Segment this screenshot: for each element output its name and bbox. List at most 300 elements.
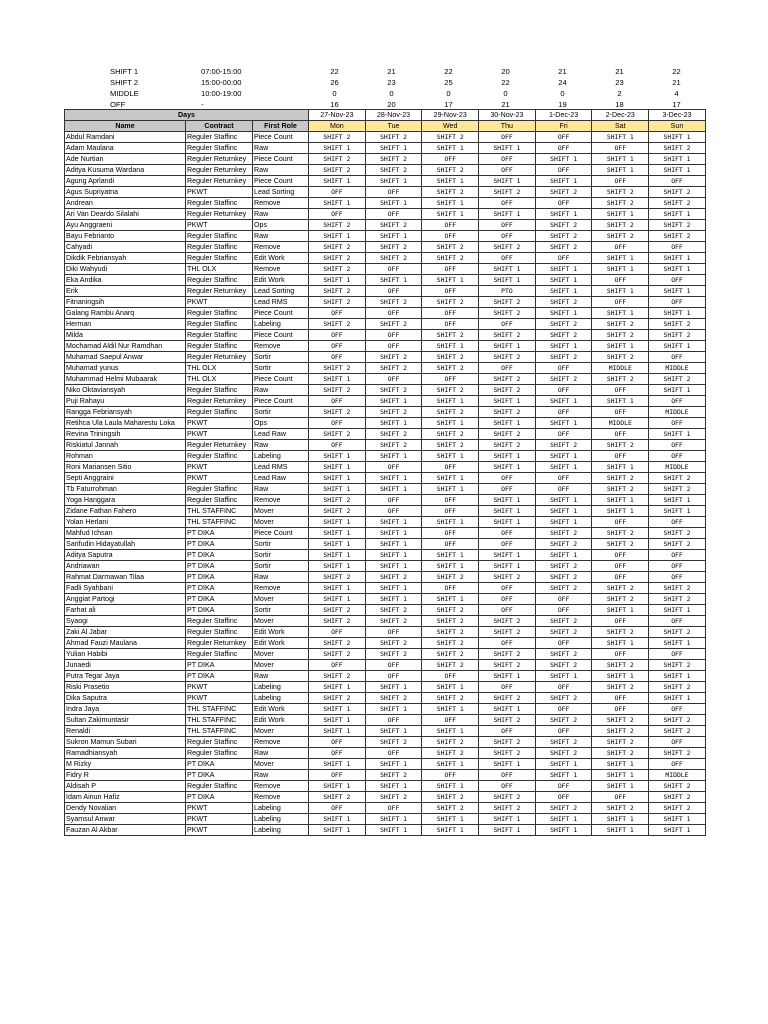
shift-cell: SHIFT 2: [649, 539, 706, 550]
table-row: [65, 165, 706, 176]
shift-cell: OFF: [592, 693, 649, 704]
first-role: Edit Work: [253, 275, 309, 286]
shift-cell: SHIFT 1: [592, 759, 649, 770]
weekday-header: Mon: [309, 121, 366, 132]
contract-type: PKWT: [186, 473, 253, 484]
contract-type: Reguler Staffinc: [186, 231, 253, 242]
shift-cell: SHIFT 2: [365, 220, 422, 231]
first-role: Ops: [253, 418, 309, 429]
contract-type: Reguler Returnkey: [186, 638, 253, 649]
shift-cell: SHIFT 1: [479, 561, 536, 572]
shift-cell: OFF: [479, 484, 536, 495]
shift-count: 22: [444, 67, 453, 76]
shift-cell: SHIFT 2: [649, 220, 706, 231]
shift-cell: OFF: [479, 132, 536, 143]
shift-cell: SHIFT 1: [309, 275, 366, 286]
shift-cell: SHIFT 2: [592, 484, 649, 495]
shift-count: 0: [503, 89, 508, 98]
days-header: Days: [65, 110, 309, 121]
shift-cell: SHIFT 2: [365, 132, 422, 143]
shift-cell: PTO: [479, 286, 536, 297]
contract-type: PKWT: [186, 814, 253, 825]
shift-cell: SHIFT 2: [535, 330, 592, 341]
shift-cell: OFF: [309, 627, 366, 638]
shift-cell: OFF: [535, 638, 592, 649]
shift-cell: SHIFT 2: [479, 330, 536, 341]
first-role: Edit Work: [253, 704, 309, 715]
shift-cell: OFF: [649, 352, 706, 363]
shift-cell: SHIFT 1: [479, 418, 536, 429]
shift-cell: OFF: [649, 242, 706, 253]
employee-name: Ari Van Deardo Silalahi: [65, 209, 186, 220]
shift-cell: OFF: [649, 616, 706, 627]
shift-cell: SHIFT 1: [309, 484, 366, 495]
contract-type: Reguler Staffinc: [186, 781, 253, 792]
first-role: Piece Count: [253, 176, 309, 187]
shift-cell: OFF: [365, 495, 422, 506]
shift-cell: OFF: [479, 781, 536, 792]
employee-name: Aditya Kusuma Wardana: [65, 165, 186, 176]
shift-cell: SHIFT 2: [422, 330, 479, 341]
shift-cell: SHIFT 1: [422, 143, 479, 154]
contract-type: PKWT: [186, 693, 253, 704]
shift-cell: OFF: [479, 154, 536, 165]
shift-cell: OFF: [535, 165, 592, 176]
shift-cell: SHIFT 2: [365, 253, 422, 264]
contract-type: PT DIKA: [186, 583, 253, 594]
shift-cell: MIDDLE: [649, 363, 706, 374]
shift-cell: SHIFT 2: [479, 242, 536, 253]
shift-cell: SHIFT 2: [309, 572, 366, 583]
shift-cell: SHIFT 2: [479, 737, 536, 748]
shift-cell: SHIFT 2: [365, 649, 422, 660]
shift-count: 0: [446, 89, 451, 98]
shift-cell: OFF: [422, 154, 479, 165]
shift-cell: SHIFT 1: [422, 550, 479, 561]
shift-cell: SHIFT 2: [592, 627, 649, 638]
first-role: Raw: [253, 143, 309, 154]
shift-cell: SHIFT 1: [649, 154, 706, 165]
shift-cell: SHIFT 1: [365, 594, 422, 605]
contract-type: Reguler Staffinc: [186, 495, 253, 506]
employee-name: Yoga Hanggara: [65, 495, 186, 506]
shift-cell: OFF: [535, 792, 592, 803]
shift-cell: SHIFT 2: [479, 440, 536, 451]
shift-cell: SHIFT 1: [535, 770, 592, 781]
date-header: 28-Nov-23: [365, 110, 422, 121]
employee-name: Cahyadi: [65, 242, 186, 253]
shift-count: 21: [615, 67, 624, 76]
shift-cell: SHIFT 1: [592, 825, 649, 836]
shift-cell: SHIFT 2: [649, 627, 706, 638]
shift-cell: SHIFT 2: [535, 748, 592, 759]
shift-cell: SHIFT 2: [309, 154, 366, 165]
shift-cell: OFF: [479, 363, 536, 374]
shift-cell: SHIFT 2: [649, 319, 706, 330]
employee-name: Ahmad Fauzi Maulana: [65, 638, 186, 649]
shift-cell: SHIFT 1: [535, 506, 592, 517]
shift-cell: SHIFT 1: [365, 484, 422, 495]
employee-name: Mochamad Aldil Nur Ramdhan: [65, 341, 186, 352]
shift-cell: SHIFT 2: [365, 770, 422, 781]
employee-name: Aditya Saputra: [65, 550, 186, 561]
shift-cell: SHIFT 1: [365, 781, 422, 792]
shift-cell: SHIFT 1: [592, 308, 649, 319]
first-role: Raw: [253, 671, 309, 682]
shift-cell: OFF: [535, 682, 592, 693]
first-role: Mover: [253, 759, 309, 770]
table-row: [65, 792, 706, 803]
shift-cell: SHIFT 1: [422, 814, 479, 825]
shift-cell: OFF: [649, 759, 706, 770]
shift-cell: OFF: [535, 704, 592, 715]
shift-cell: SHIFT 1: [592, 462, 649, 473]
shift-cell: OFF: [592, 143, 649, 154]
first-role: Lead Sorting: [253, 286, 309, 297]
shift-cell: SHIFT 1: [422, 396, 479, 407]
shift-cell: SHIFT 2: [365, 319, 422, 330]
contract-type: Reguler Staffinc: [186, 748, 253, 759]
first-role: Lead Raw: [253, 429, 309, 440]
contract-type: Reguler Staffinc: [186, 649, 253, 660]
first-role: Edit Work: [253, 715, 309, 726]
contract-type: PKWT: [186, 187, 253, 198]
table-row: [65, 649, 706, 660]
shift-cell: SHIFT 1: [535, 814, 592, 825]
shift-count: 17: [444, 100, 453, 109]
first-role: Sortir: [253, 561, 309, 572]
shift-cell: SHIFT 2: [422, 605, 479, 616]
shift-cell: SHIFT 1: [592, 253, 649, 264]
shift-count: 23: [615, 78, 624, 87]
table-row: [65, 616, 706, 627]
shift-label: MIDDLE: [110, 89, 139, 98]
shift-cell: SHIFT 2: [535, 737, 592, 748]
shift-cell: SHIFT 2: [422, 627, 479, 638]
shift-cell: SHIFT 1: [309, 473, 366, 484]
table-row: [65, 726, 706, 737]
shift-count: 24: [558, 78, 567, 87]
first-role: Sortir: [253, 550, 309, 561]
shift-cell: SHIFT 1: [649, 671, 706, 682]
first-role: Sortir: [253, 363, 309, 374]
shift-cell: SHIFT 2: [535, 319, 592, 330]
shift-cell: SHIFT 2: [535, 440, 592, 451]
shift-cell: SHIFT 1: [309, 517, 366, 528]
shift-cell: SHIFT 1: [479, 506, 536, 517]
employee-name: Revina Triningsih: [65, 429, 186, 440]
first-role: Raw: [253, 770, 309, 781]
employee-name: Syamsul Anwar: [65, 814, 186, 825]
table-row: [65, 462, 706, 473]
shift-cell: OFF: [649, 572, 706, 583]
shift-cell: SHIFT 1: [649, 253, 706, 264]
shift-time: 10:00-19:00: [201, 89, 242, 98]
employee-name: Agus Supriyatna: [65, 187, 186, 198]
shift-cell: OFF: [422, 462, 479, 473]
table-row: [65, 473, 706, 484]
shift-cell: SHIFT 2: [309, 319, 366, 330]
shift-cell: SHIFT 1: [422, 561, 479, 572]
shift-cell: SHIFT 1: [422, 198, 479, 209]
first-role: Labeling: [253, 451, 309, 462]
contract-type: PKWT: [186, 825, 253, 836]
shift-cell: OFF: [309, 330, 366, 341]
table-row: [65, 627, 706, 638]
shift-cell: SHIFT 2: [422, 693, 479, 704]
shift-cell: SHIFT 1: [365, 561, 422, 572]
shift-cell: SHIFT 1: [422, 176, 479, 187]
table-row: [65, 363, 706, 374]
shift-count: 22: [330, 67, 339, 76]
shift-cell: SHIFT 2: [535, 220, 592, 231]
employee-name: Mahfud Ichsan: [65, 528, 186, 539]
shift-cell: SHIFT 1: [422, 484, 479, 495]
shift-cell: SHIFT 2: [365, 165, 422, 176]
summary-row: [64, 66, 705, 77]
shift-cell: SHIFT 1: [592, 154, 649, 165]
employee-name: Septi Anggraini: [65, 473, 186, 484]
shift-cell: SHIFT 1: [479, 396, 536, 407]
table-row: [65, 374, 706, 385]
first-role: Raw: [253, 484, 309, 495]
employee-name: Anggiat Partogi: [65, 594, 186, 605]
shift-cell: SHIFT 2: [479, 429, 536, 440]
table-row: [65, 143, 706, 154]
shift-count: 21: [558, 67, 567, 76]
shift-cell: OFF: [309, 396, 366, 407]
table-row: [65, 308, 706, 319]
shift-cell: OFF: [592, 429, 649, 440]
first-role: Piece Count: [253, 396, 309, 407]
employee-name: Zaki Al Jabar: [65, 627, 186, 638]
shift-cell: SHIFT 1: [535, 275, 592, 286]
shift-cell: SHIFT 1: [479, 517, 536, 528]
shift-cell: SHIFT 1: [592, 638, 649, 649]
table-row: [65, 396, 706, 407]
shift-cell: OFF: [422, 539, 479, 550]
name-column-header: Name: [65, 121, 186, 132]
shift-cell: SHIFT 2: [649, 198, 706, 209]
shift-cell: SHIFT 2: [309, 495, 366, 506]
shift-cell: SHIFT 2: [649, 583, 706, 594]
shift-time: 15:00-00:00: [201, 78, 242, 87]
shift-cell: SHIFT 2: [592, 528, 649, 539]
shift-count: 21: [672, 78, 681, 87]
shift-count: 20: [501, 67, 510, 76]
shift-cell: SHIFT 1: [592, 165, 649, 176]
shift-cell: SHIFT 2: [592, 319, 649, 330]
table-row: [65, 341, 706, 352]
shift-cell: SHIFT 2: [309, 693, 366, 704]
shift-cell: SHIFT 2: [535, 649, 592, 660]
weekday-header: Sun: [649, 121, 706, 132]
shift-cell: MIDDLE: [649, 770, 706, 781]
contract-type: PKWT: [186, 297, 253, 308]
shift-count: 17: [672, 100, 681, 109]
contract-type: THL STAFFINC: [186, 715, 253, 726]
shift-cell: SHIFT 1: [422, 704, 479, 715]
shift-label: SHIFT 1: [110, 67, 139, 76]
shift-cell: OFF: [592, 561, 649, 572]
shift-cell: OFF: [649, 176, 706, 187]
shift-cell: SHIFT 2: [365, 407, 422, 418]
shift-cell: SHIFT 2: [422, 616, 479, 627]
shift-count: 25: [444, 78, 453, 87]
shift-cell: SHIFT 1: [365, 143, 422, 154]
weekday-header: Fri: [535, 121, 592, 132]
shift-cell: SHIFT 1: [365, 396, 422, 407]
first-role: Remove: [253, 737, 309, 748]
shift-cell: SHIFT 2: [309, 165, 366, 176]
contract-type: THL STAFFINC: [186, 506, 253, 517]
shift-cell: SHIFT 2: [479, 715, 536, 726]
shift-cell: SHIFT 1: [649, 605, 706, 616]
shift-cell: SHIFT 1: [309, 594, 366, 605]
shift-cell: SHIFT 2: [365, 572, 422, 583]
shift-count: 0: [560, 89, 565, 98]
shift-cell: OFF: [365, 803, 422, 814]
shift-cell: OFF: [592, 550, 649, 561]
shift-cell: SHIFT 2: [649, 473, 706, 484]
table-row: [65, 187, 706, 198]
table-row: [65, 286, 706, 297]
table-row: [65, 528, 706, 539]
shift-cell: SHIFT 2: [592, 374, 649, 385]
table-row: [65, 748, 706, 759]
shift-cell: SHIFT 1: [535, 671, 592, 682]
contract-type: Reguler Staffinc: [186, 242, 253, 253]
shift-cell: SHIFT 2: [309, 385, 366, 396]
shift-cell: SHIFT 1: [309, 561, 366, 572]
employee-name: Fauzan Al Akbar: [65, 825, 186, 836]
contract-type: Reguler Returnkey: [186, 396, 253, 407]
contract-type: Reguler Staffinc: [186, 616, 253, 627]
table-row: [65, 242, 706, 253]
contract-type: PKWT: [186, 220, 253, 231]
shift-cell: SHIFT 2: [592, 198, 649, 209]
shift-cell: SHIFT 1: [422, 517, 479, 528]
shift-cell: SHIFT 1: [479, 704, 536, 715]
shift-cell: SHIFT 1: [592, 132, 649, 143]
shift-cell: SHIFT 2: [479, 660, 536, 671]
shift-cell: MIDDLE: [592, 418, 649, 429]
shift-cell: SHIFT 2: [649, 781, 706, 792]
first-role: Labeling: [253, 814, 309, 825]
shift-cell: SHIFT 2: [309, 671, 366, 682]
employee-name: Riski Prasetio: [65, 682, 186, 693]
shift-cell: SHIFT 1: [365, 176, 422, 187]
shift-cell: SHIFT 1: [649, 165, 706, 176]
table-row: [65, 319, 706, 330]
table-row: [65, 770, 706, 781]
shift-cell: SHIFT 2: [422, 737, 479, 748]
table-row: [65, 737, 706, 748]
shift-cell: SHIFT 1: [649, 341, 706, 352]
first-role: Piece Count: [253, 154, 309, 165]
employee-name: Ayu Anggraeni: [65, 220, 186, 231]
first-role: Labeling: [253, 682, 309, 693]
shift-cell: SHIFT 1: [365, 550, 422, 561]
shift-time: -: [201, 100, 204, 109]
first-role: Mover: [253, 517, 309, 528]
first-role: Remove: [253, 264, 309, 275]
shift-cell: OFF: [535, 132, 592, 143]
shift-cell: OFF: [649, 451, 706, 462]
shift-cell: OFF: [535, 781, 592, 792]
shift-cell: SHIFT 2: [479, 407, 536, 418]
table-row: [65, 429, 706, 440]
shift-cell: SHIFT 2: [365, 385, 422, 396]
employee-name: Puji Rahayu: [65, 396, 186, 407]
shift-cell: SHIFT 1: [365, 726, 422, 737]
employee-name: Roni Mariansen Sitio: [65, 462, 186, 473]
summary-row: [64, 77, 705, 88]
shift-cell: SHIFT 2: [592, 737, 649, 748]
shift-cell: OFF: [649, 396, 706, 407]
shift-cell: OFF: [365, 462, 422, 473]
shift-cell: SHIFT 1: [422, 594, 479, 605]
shift-cell: OFF: [309, 187, 366, 198]
shift-cell: OFF: [309, 440, 366, 451]
shift-cell: SHIFT 1: [649, 638, 706, 649]
shift-cell: OFF: [309, 341, 366, 352]
first-role: Sortir: [253, 352, 309, 363]
shift-cell: SHIFT 2: [422, 407, 479, 418]
shift-cell: SHIFT 1: [309, 583, 366, 594]
table-row: [65, 671, 706, 682]
shift-cell: SHIFT 1: [649, 495, 706, 506]
shift-cell: OFF: [422, 770, 479, 781]
contract-type: Reguler Staffinc: [186, 484, 253, 495]
shift-cell: SHIFT 1: [479, 451, 536, 462]
shift-cell: OFF: [309, 352, 366, 363]
shift-cell: SHIFT 2: [535, 561, 592, 572]
table-row: [65, 660, 706, 671]
table-row: [65, 198, 706, 209]
employee-name: Eka Andika: [65, 275, 186, 286]
shift-cell: MIDDLE: [592, 363, 649, 374]
shift-cell: SHIFT 2: [649, 528, 706, 539]
employee-name: Riskiatul Jannah: [65, 440, 186, 451]
shift-cell: OFF: [422, 319, 479, 330]
table-row: [65, 407, 706, 418]
shift-cell: SHIFT 2: [309, 286, 366, 297]
contract-type: Reguler Staffinc: [186, 451, 253, 462]
shift-cell: SHIFT 1: [649, 264, 706, 275]
shift-cell: SHIFT 1: [649, 308, 706, 319]
shift-cell: SHIFT 2: [592, 473, 649, 484]
shift-count: 4: [674, 89, 679, 98]
shift-cell: OFF: [422, 231, 479, 242]
employee-name: Sultan Zakimuntasir: [65, 715, 186, 726]
shift-cell: SHIFT 2: [535, 660, 592, 671]
shift-cell: SHIFT 2: [479, 385, 536, 396]
shift-count: 22: [501, 78, 510, 87]
shift-cell: SHIFT 2: [535, 693, 592, 704]
contract-type: THL OLX: [186, 363, 253, 374]
shift-cell: SHIFT 1: [535, 154, 592, 165]
contract-type: Reguler Staffinc: [186, 385, 253, 396]
shift-cell: SHIFT 1: [309, 781, 366, 792]
shift-cell: SHIFT 1: [479, 264, 536, 275]
shift-cell: SHIFT 2: [365, 363, 422, 374]
table-row: [65, 583, 706, 594]
shift-cell: SHIFT 1: [535, 517, 592, 528]
shift-cell: OFF: [309, 418, 366, 429]
contract-type: Reguler Staffinc: [186, 275, 253, 286]
contract-type: THL OLX: [186, 264, 253, 275]
